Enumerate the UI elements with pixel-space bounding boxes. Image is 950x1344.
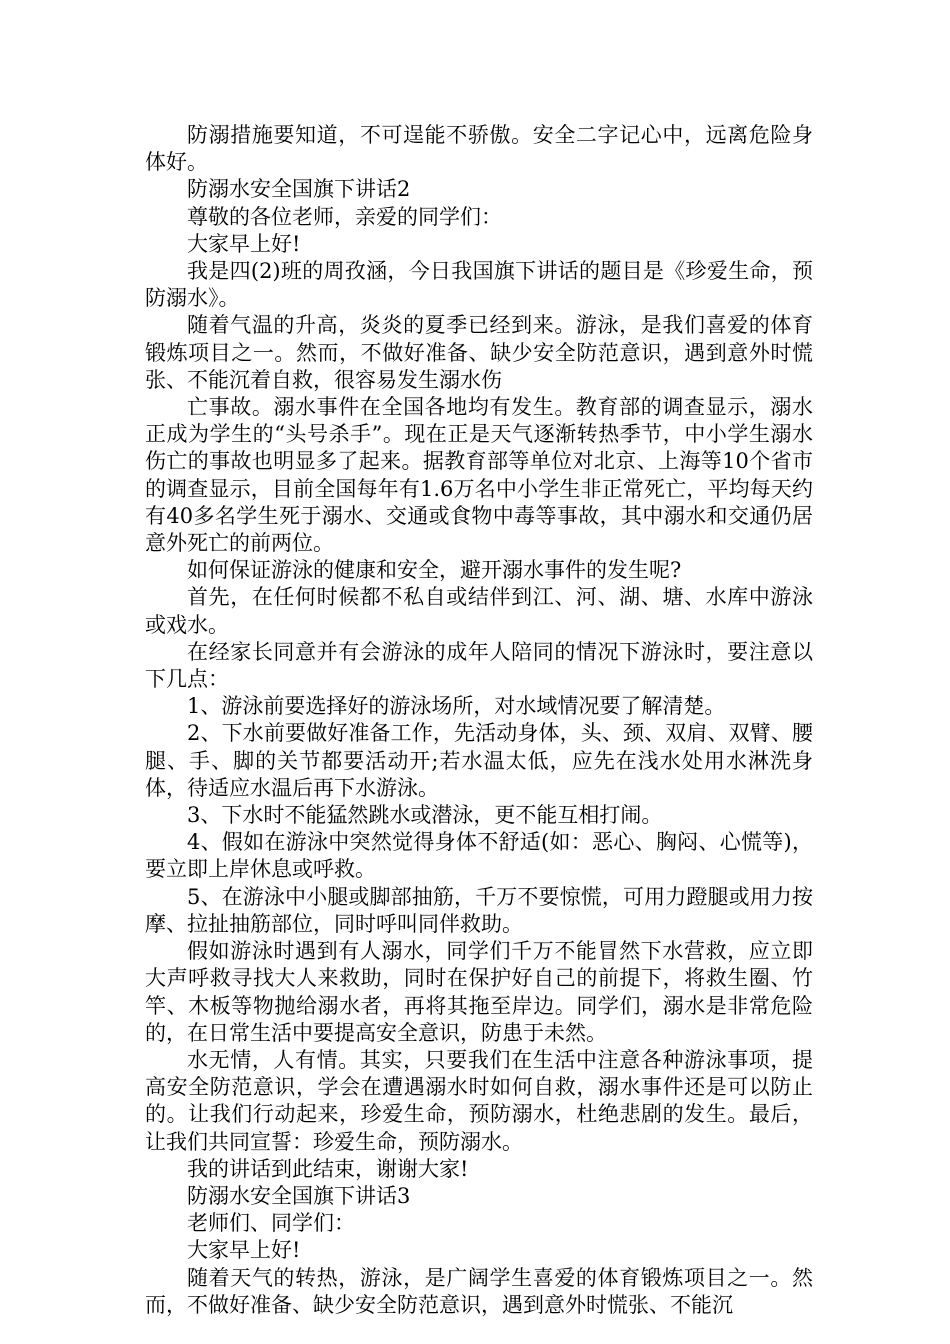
list-item-4: 4、假如在游泳中突然觉得身体不舒适(如：恶心、胸闷、心慌等)，要立即上岸休息或呼救。 xyxy=(145,830,813,882)
paragraph-question: 如何保证游泳的健康和安全，避开溺水事件的发生呢? xyxy=(187,558,682,583)
paragraph-first-rule: 首先，在任何时候都不私自或结伴到江、河、湖、塘、水库中游泳或戏水。 xyxy=(145,585,813,637)
list-item-1: 1、游泳前要选择好的游泳场所，对水域情况要了解清楚。 xyxy=(187,694,726,719)
paragraph-speech-3-opening: 随着天气的转热，游泳，是广阔学生喜爱的体育锻炼项目之一。然而，不做好准备、缺少安全防范意识，遇到意外时慌张、不能沉 xyxy=(145,1265,813,1317)
section-heading-speech-3: 防溺水安全国旗下讲话3 xyxy=(187,1183,411,1208)
document-page xyxy=(145,122,813,1319)
paragraph-rescue-advice: 假如游泳时遇到有人溺水，同学们千万不能冒然下水营救，应立即大声呼救寻找大人来救助，同时在保护好自己的前提下，将救生圈、竹竿、木板等物抛给溺水者，再将其拖至岸边。同学们，溺水是非常危险的，在日常生活中要提高安全意识，防患于未然。 xyxy=(145,939,813,1045)
paragraph-speaker-intro: 我是四(2)班的周孜涵，今日我国旗下讲话的题目是《珍爱生命，预防溺水》。 xyxy=(145,259,813,311)
paragraph-precautions-intro: 在经家长同意并有会游泳的成年人陪同的情况下游泳时，要注意以下几点： xyxy=(145,639,813,692)
paragraph-summer-swimming: 随着气温的升高，炎炎的夏季已经到来。游泳，是我们喜爱的体育锻炼项目之一。然而，不做好准备、缺少安全防范意识，遇到意外时慌张、不能沉着自救，很容易发生溺水伤 xyxy=(145,313,813,392)
paragraph-conclusion: 水无情，人有情。其实，只要我们在生活中注意各种游泳事项，提高安全防范意识，学会在遭遇溺水时如何自救，溺水事件还是可以防止的。让我们行动起来，珍爱生命，预防溺水，杜绝悲剧的发生。最后，让我们共同宣誓：珍爱生命，预防溺水。 xyxy=(145,1047,813,1154)
paragraph-intro-closing: 防溺措施要知道，不可逞能不骄傲。安全二字记心中，远离危险身体好。 xyxy=(145,123,813,175)
paragraph-drowning-statistics: 亡事故。溺水事件在全国各地均有发生。教育部的调查显示，溺水正成为学生的“头号杀手”。现在正是天气逐渐转热季节，中小学生溺水伤亡的事故也明显多了起来。据教育部等单位对北京、上海等10个省市的调查显示，目前全国每年有1.6万名中小学生非正常死亡，平均每天约有40多名学生死于溺水、交通或食物中毒等事故，其中溺水和交通仍居意外死亡的前两位。 xyxy=(145,395,813,556)
list-item-3: 3、下水时不能猛然跳水或潜泳，更不能互相打闹。 xyxy=(187,803,663,828)
list-item-2: 2、下水前要做好准备工作，先活动身体，头、颈、双肩、双臂、腰腿、手、脚的关节都要活动开;若水温太低，应先在浅水处用水淋洗身体，待适应水温后再下水游泳。 xyxy=(145,721,813,800)
salutation: 尊敬的各位老师，亲爱的同学们： xyxy=(187,204,502,229)
greeting-2: 大家早上好! xyxy=(187,1238,301,1263)
salutation-2: 老师们、同学们： xyxy=(187,1211,355,1236)
paragraph-closing-thanks: 我的讲话到此结束，谢谢大家! xyxy=(187,1156,469,1181)
section-heading-speech-2: 防溺水安全国旗下讲话2 xyxy=(187,177,411,202)
list-item-5: 5、在游泳中小腿或脚部抽筋，千万不要惊慌，可用力蹬腿或用力按摩、拉扯抽筋部位，同时呼叫同伴救助。 xyxy=(145,884,813,936)
greeting: 大家早上好! xyxy=(187,231,301,256)
